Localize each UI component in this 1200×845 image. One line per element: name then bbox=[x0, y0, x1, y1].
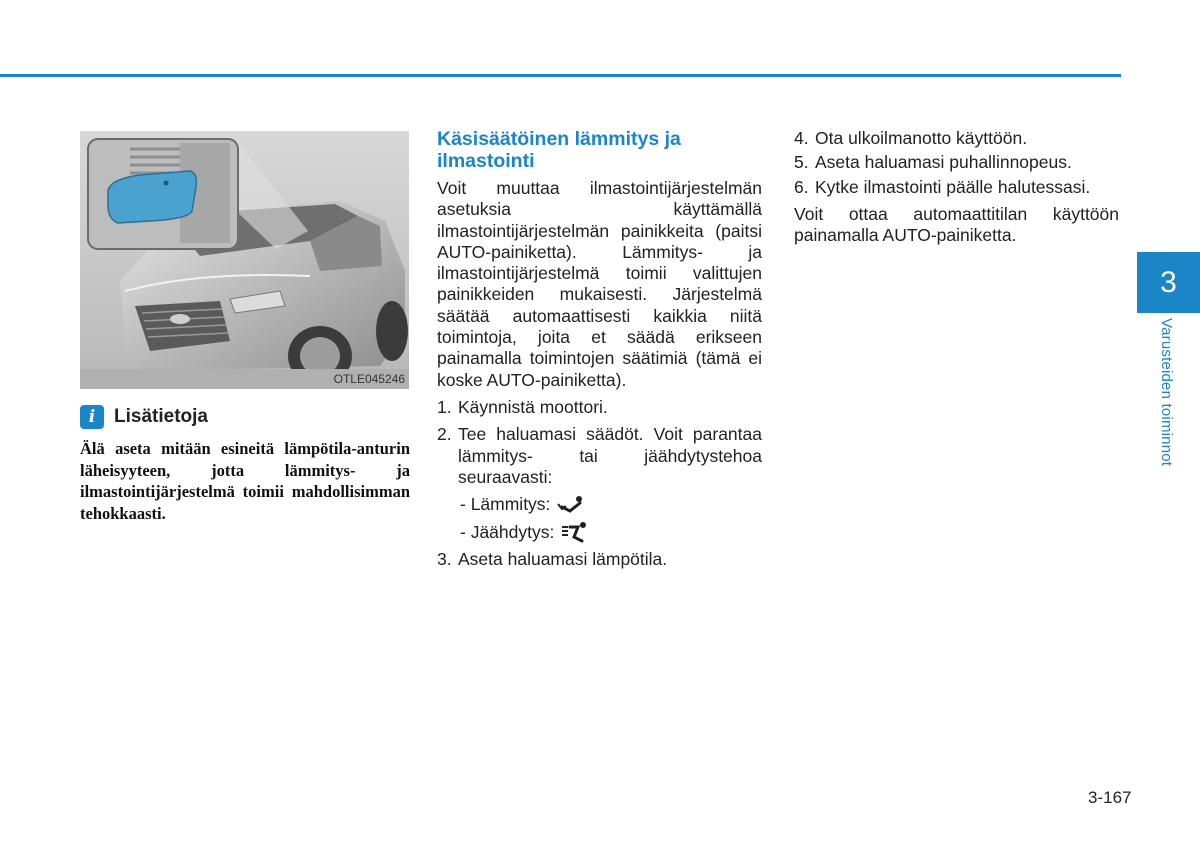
step-number: 3. bbox=[437, 549, 452, 570]
step-text: Kytke ilmastointi päälle halutessasi. bbox=[815, 176, 1091, 197]
step-text: Ota ulkoilmanotto käyttöön. bbox=[815, 128, 1028, 148]
steps-list-right bbox=[794, 128, 1119, 198]
page-number: 3-167 bbox=[1088, 788, 1132, 807]
top-rule bbox=[0, 74, 1121, 77]
step-item bbox=[794, 128, 1119, 149]
step-item bbox=[437, 397, 762, 418]
steps-list-cont bbox=[437, 549, 762, 570]
sub-item-label: - Lämmitys: bbox=[460, 494, 551, 515]
step-item bbox=[437, 424, 762, 488]
car-illustration bbox=[80, 131, 409, 389]
step-text: Käynnistä moottori. bbox=[458, 396, 608, 417]
info-title: Lisätietoja bbox=[114, 406, 208, 427]
step-number: 2. bbox=[437, 424, 452, 445]
step-number: 6. bbox=[794, 176, 809, 197]
info-icon: i bbox=[80, 405, 104, 429]
step-number: 5. bbox=[794, 152, 809, 173]
section-intro: Voit muuttaa ilmastointijärjestelmän asetuksia käyttämällä ilmastointijärjestelmän painikkeita (paitsi AUTO-painiketta). Lämmitys- ja ilmastointijärjestelmä toimii valittujen painikkeiden mukaisesti. Järjestelmä säätää automaattisesti kaikkia niitä toimintoja, joita et säädä erikseen painamalla toimintojen säätimiä (tämä ei koske AUTO-painiketta). bbox=[437, 178, 762, 390]
step-item bbox=[794, 177, 1119, 198]
figure-code: OTLE045246 bbox=[333, 372, 405, 386]
suv-sensor-illustration bbox=[80, 131, 409, 389]
manual-climate-section bbox=[437, 128, 762, 577]
floor-defrost-mode-icon bbox=[556, 495, 584, 515]
step-text: Aseta haluamasi puhallinnopeus. bbox=[815, 152, 1072, 173]
step-text: Aseta haluamasi lämpötila. bbox=[458, 549, 668, 570]
step-item bbox=[794, 152, 1119, 173]
auto-mode-note: Voit ottaa automaattitilan käyttöön painamalla AUTO-painiketta. bbox=[794, 203, 1119, 246]
info-body: Älä aseta mitään esineitä lämpötila-anturin läheisyyteen, jotta lämmitys- ja ilmastointijärjestelmä toimii mahdollisimman tehokkaasti. bbox=[80, 439, 410, 523]
info-heading bbox=[80, 404, 208, 430]
sub-item-cooling bbox=[437, 521, 762, 543]
step-number: 4. bbox=[794, 128, 809, 148]
step-number: 1. bbox=[437, 396, 452, 417]
chapter-tab: 3 bbox=[1137, 252, 1200, 313]
sub-item-label: - Jäähdytys: bbox=[460, 521, 555, 542]
steps-list bbox=[437, 397, 762, 488]
face-vent-recirculation-icon bbox=[560, 521, 588, 543]
sub-item-heating bbox=[437, 494, 762, 515]
step-item bbox=[437, 549, 762, 570]
chapter-label: Varusteiden toiminnot bbox=[1158, 318, 1175, 467]
right-column bbox=[794, 128, 1119, 246]
step-text: Tee haluamasi säädöt. Voit parantaa lämmitys- tai jäähdytystehoa seuraavasti: bbox=[458, 424, 762, 487]
section-title: Käsisäätöinen lämmitys ja ilmastointi bbox=[437, 128, 681, 172]
